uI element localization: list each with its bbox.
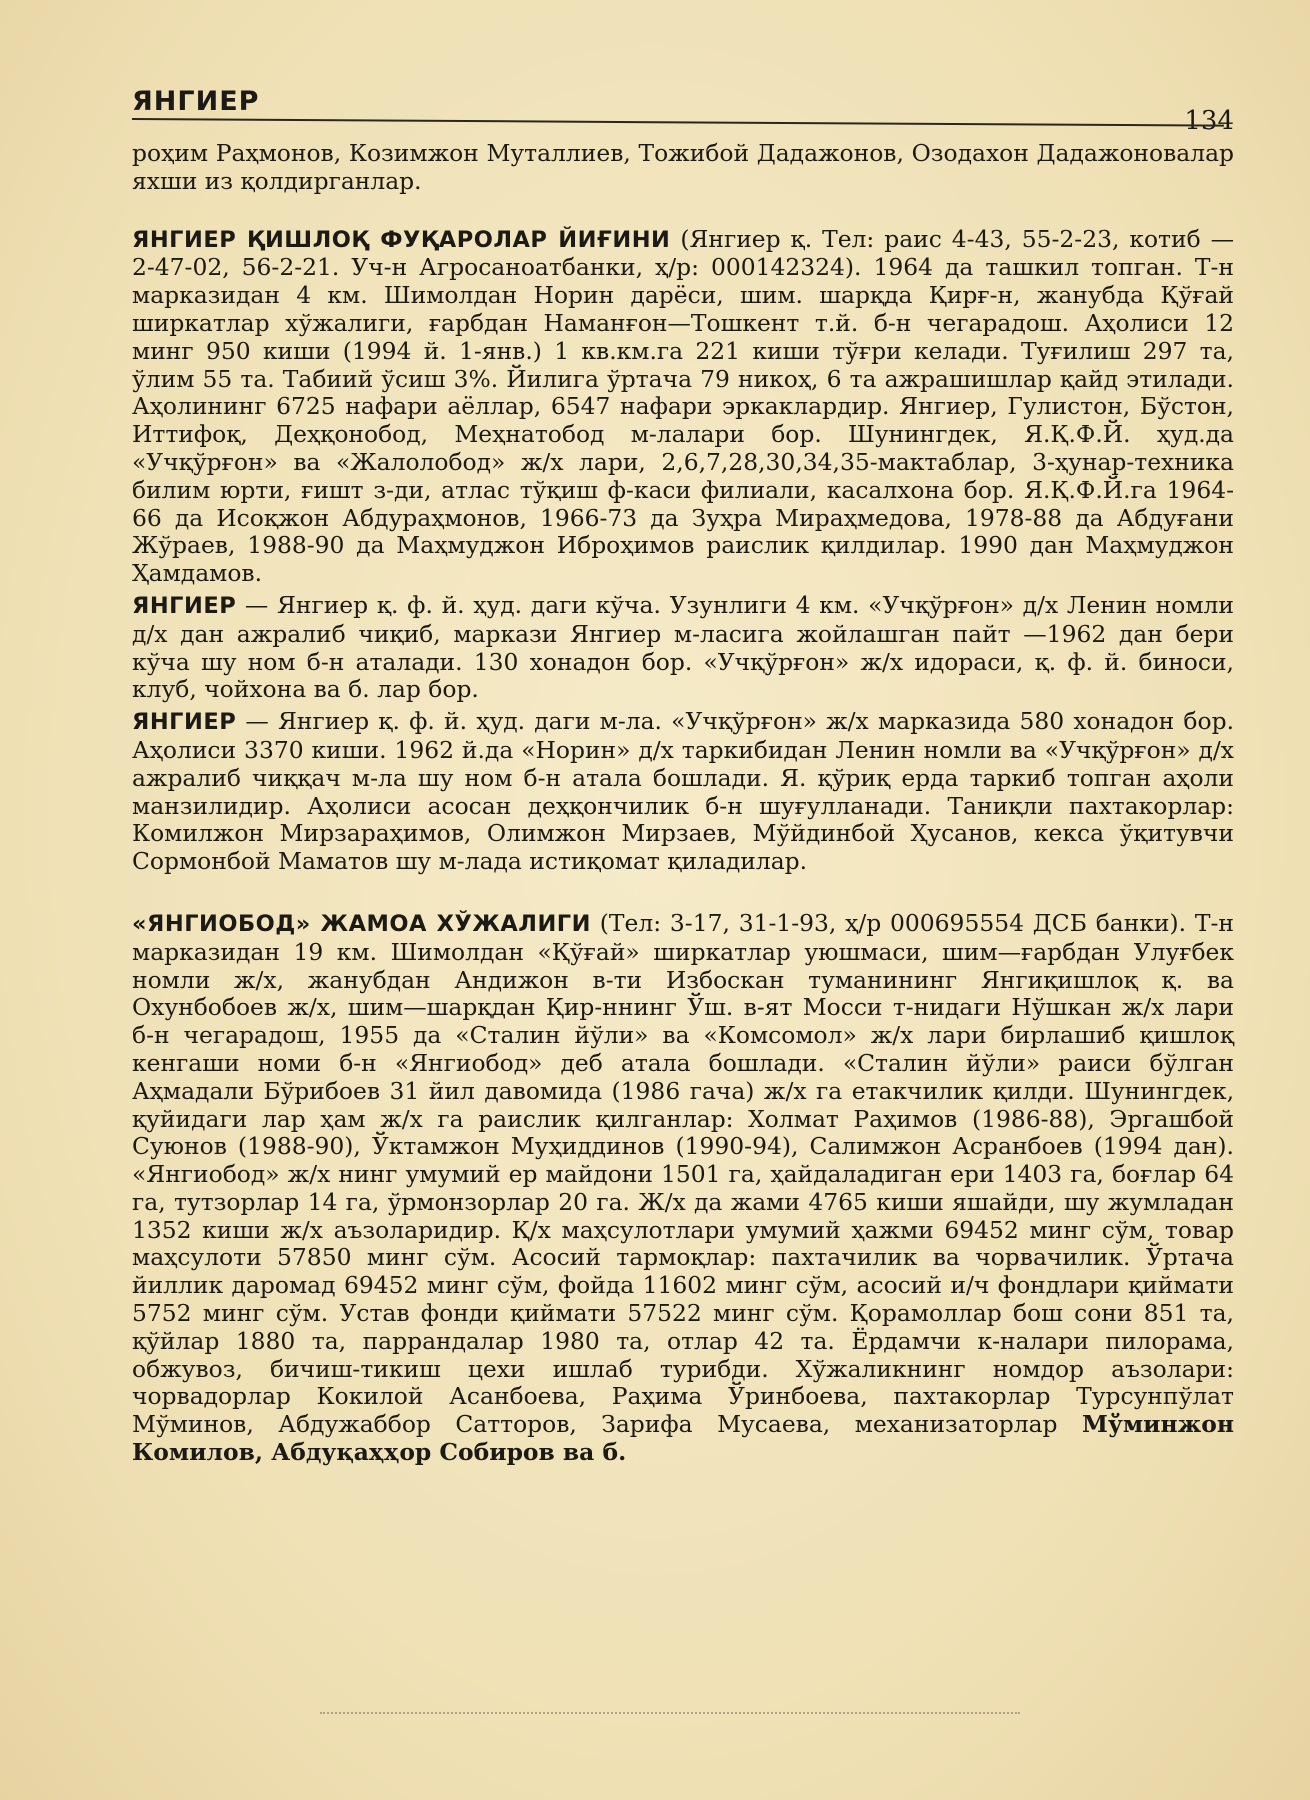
entry-headword: ЯНГИЕР [132,709,237,736]
page-header [132,78,1234,138]
entry-yangier-council [132,226,1234,588]
entry-text-tail: Мўминжон Комилов, Абдуқаҳҳор Собиров ва б. [132,1410,1234,1467]
entry-headword: ЯНГИЕР [132,592,237,619]
print-artifact-line [320,1712,1020,1716]
entry-yangiobod-farm [132,910,1234,1467]
entry-headword: «ЯНГИОБОД» ЖАМОА ХЎЖАЛИГИ [132,910,591,937]
header-rule [132,118,1224,127]
page-number: 134 [1184,106,1234,136]
entry-text: (Янгиер қ. Тел: раис 4-43, 55-2-23, котиб — 2-47-02, 56-2-21. Уч-н Агросаноатбанки, ҳ/р: 000142324). 1964 да ташкил топган. Т-н марказидан 4 км. Шимолдан Норин дарёси, шим. шарқда Қирғ-н, жанубда Қўғай ширкатлар хўжалиги, ғарбдан Наманғон—Тошкент т.й. б-н чегарадош. Аҳолиси 12 минг 950 киши (1994 й. 1-янв.) 1 кв.км.га 221 киши тўғри келади. Туғилиш 297 та, ўлим 55 та. Табиий ўсиш 3%. Йилига ўртача 79 никоҳ, 6 та ажрашишлар қайд этилади. Аҳолининг 6725 нафари аёллар, 6547 нафари эркаклардир. Янгиер, Гулистон, Бўстон, Иттифоқ, Деҳқонобод, Меҳнатобод м-лалари бор. Шунингдек, Я.Қ.Ф.Й. ҳуд.да «Учқўрғон» ва «Жалолобод» ж/х лари, 2,6,7,28,30,34,35-мактаблар, 3-ҳунар-техника билим юрти, ғишт з-ди, атлас тўқиш ф-каси филиали, касалхона бор. Я.Қ.Ф.Й.га 1964-66 да Исоқжон Абдураҳмонов, 1966-73 да Зуҳра Мираҳмедова, 1978-88 да Абдуғани Жўраев, 1988-90 да Маҳмуджон Иброҳимов раислик қилдилар. 1990 дан Маҳмуджон Ҳамдамов. [132,224,1234,588]
page-body [132,140,1234,1467]
entry-text: — Янгиер қ. ф. й. ҳуд. даги кўча. Узунлиги 4 км. «Учқўрғон» д/х Ленин номли д/х дан ажралиб чиқиб, маркази Янгиер м-ласига жойлашган пайт —1962 дан бери кўча шу ном б-н аталади. 130 хонадон бор. «Учқўрғон» ж/х идораси, қ. ф. й. биноси, клуб, чойхона ва б. лар бор. [132,590,1234,704]
running-head: ЯНГИЕР [132,86,260,117]
entry-yangier-street [132,592,1234,704]
continuation-paragraph: роҳим Раҳмонов, Козимжон Муталлиев, Тожибой Дадажонов, Озодахон Дадажоновалар яхши из қолдирганлар. [132,139,1234,195]
entry-yangier-mahalla [132,708,1234,876]
entry-text: — Янгиер қ. ф. й. ҳуд. даги м-ла. «Учқўрғон» ж/х марказида 580 хонадон бор. Аҳолиси 3370 киши. 1962 й.да «Норин» д/х таркибидан Ленин номли ва «Учқўрғон» д/х ажралиб чиққач м-ла шу ном б-н атала бошлади. Я. қўриқ ерда таркиб топган аҳоли манзилидир. Аҳолиси асосан деҳқончилик б-н шуғулланади. Таниқли пахтакорлар: Комилжон Мирзараҳимов, Олимжон Мирзаев, Мўйдинбой Ҳусанов, кекса ўқитувчи Сормонбой Маматов шу м-лада истиқомат қиладилар. [132,707,1234,876]
entry-text: (Тел: 3-17, 31-1-93, ҳ/р 000695554 ДСБ банки). Т-н марказидан 19 км. Шимолдан «Қўғай» ширкатлар уюшмаси, шим—ғарбдан Улуғбек номли ж/х, жанубдан Андижон в-ти Избоскан туманининг Янгиқишлоқ қ. ва Охунбобоев ж/х, шим—шарқдан Қир-ннинг Ўш. в-ят Мосси т-нидаги Нўшкан ж/х лари б-н чегарадош, 1955 да «Сталин йўли» ва «Комсомол» ж/х лари бирлашиб қишлоқ кенгаши номи б-н «Янгиобод» деб атала бошлади. «Сталин йўли» раиси бўлган Аҳмадали Бўрибоев 31 йил давомида (1986 гача) ж/х га етакчилик қилди. Шунингдек, қуйидаги лар ҳам ж/х га раислик қилганлар: Холмат Раҳимов (1986-88), Эргашбой Суюнов (1988-90), Ўктамжон Муҳиддинов (1990-94), Салимжон Асранбоев (1994 дан). «Янгиобод» ж/х нинг умумий ер майдони 1501 га, ҳайдаладиган ери 1403 га, боғлар 64 га, тутзорлар 14 га, ўрмонзорлар 20 га. Ж/х да жами 4765 киши яшайди, шу жумладан 1352 киши ж/х аъзоларидир. Қ/х маҳсулотлари умумий ҳажми 69452 минг сўм, товар маҳсулоти 57850 минг сўм. Асосий тармоқлар: пахтачилик ва чорвачилик. Ўртача йиллик даромад 69452 минг сўм, фойда 11602 минг сўм, асосий и/ч фондлари қиймати 5752 минг сўм. Устав фонди қиймати 57522 минг сўм. Қорамоллар бош сони 851 та, қўйлар 1880 та, паррандалар 1980 та, отлар 42 та. Ёрдамчи к-налари пилорама, обжувоз, бичиш-тикиш цехи ишлаб турибди. Хўжаликнинг номдор аъзолари: чорвадорлар Кокилой Асанбоева, Раҳима Ўринбоева, пахтакорлар Турсунпўлат Мўминов, Абдужаббор Сатторов, Зарифа Мусаева, механизаторлар [132,908,1234,1439]
entry-headword: ЯНГИЕР ҚИШЛОҚ ФУҚАРОЛАР ЙИҒИНИ [132,226,671,253]
